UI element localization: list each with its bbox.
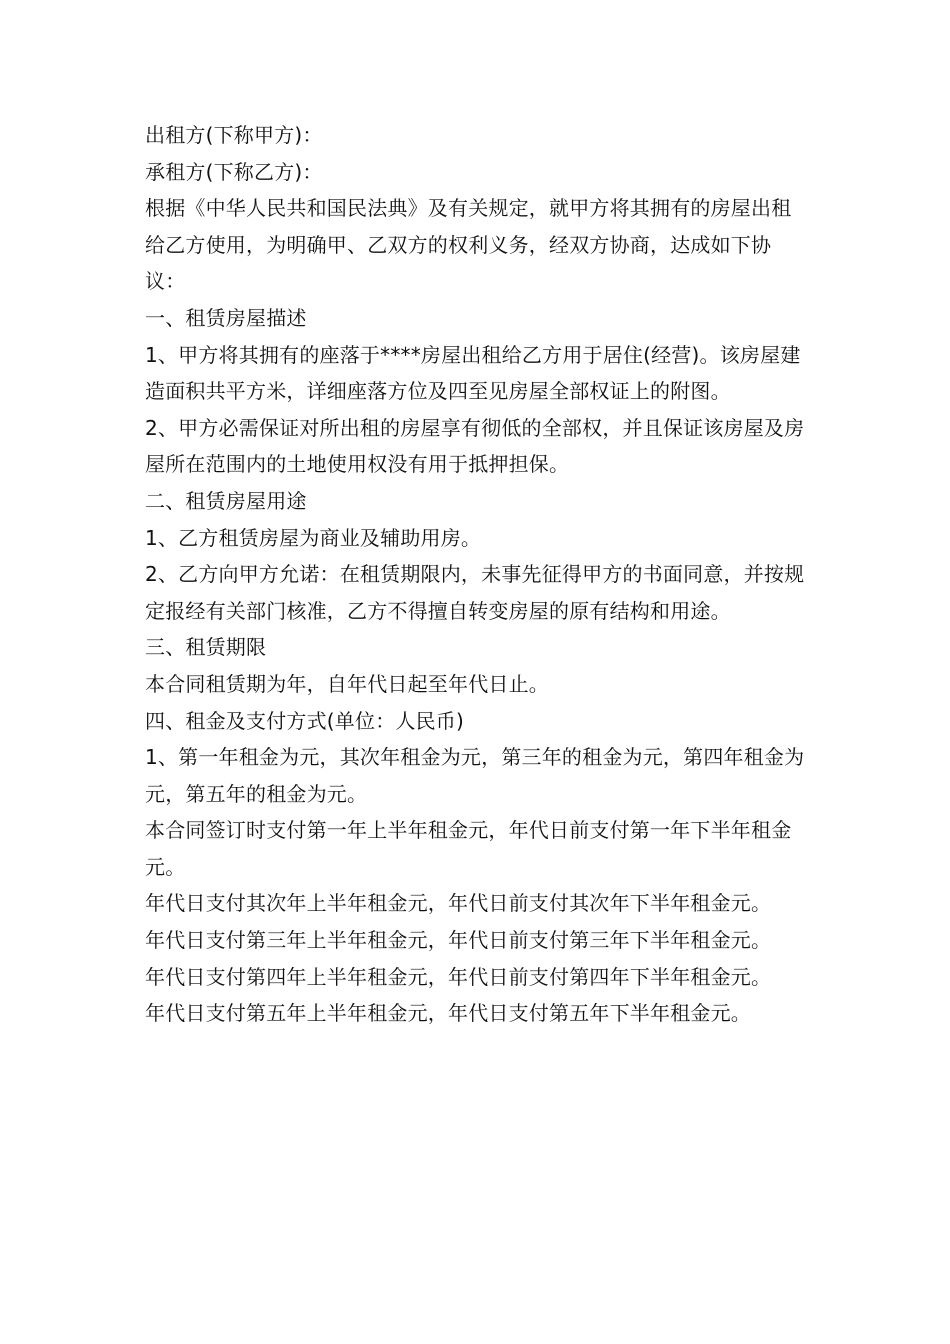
- section-heading-2: 二、租赁房屋用途: [145, 488, 307, 513]
- preamble-paragraph: 根据《中华人民共和国民法典》及有关规定，就甲方将其拥有的房屋出租给乙方使用，为明确甲、乙双方的权利义务，经双方协商，达成如下协议：: [145, 196, 792, 294]
- clause-2-2: 2、乙方向甲方允诺：在租赁期限内，未事先征得甲方的书面同意，并按规定报经有关部门核准，乙方不得擅自转变房屋的原有结构和用途。: [145, 562, 805, 623]
- section-heading-3: 三、租赁期限: [145, 635, 267, 660]
- clause-2-1: 1、乙方租赁房屋为商业及辅助用房。: [145, 525, 482, 550]
- payment-line-3: 年代日支付第三年上半年租金元，年代日前支付第三年下半年租金元。: [145, 928, 772, 953]
- clause-1-1: 1、甲方将其拥有的座落于****房屋出租给乙方用于居住(经营)。该房屋建造面积共平方米，详细座落方位及四至见房屋全部权证上的附图。: [145, 342, 801, 404]
- payment-line-2: 年代日支付其次年上半年租金元，年代日前支付其次年下半年租金元。: [145, 891, 772, 916]
- document-body: [145, 117, 810, 1032]
- payment-line-5: 年代日支付第五年上半年租金元，年代日支付第五年下半年租金元。: [145, 1001, 751, 1026]
- clause-3-1: 本合同租赁期为年，自年代日起至年代日止。: [145, 671, 549, 696]
- lessor-line: 出租方(下称甲方)：: [145, 123, 323, 147]
- clause-1-2: 2、甲方必需保证对所出租的房屋享有彻低的全部权，并且保证该房屋及房屋所在范围内的土地使用权没有用于抵押担保。: [145, 415, 805, 477]
- payment-line-1: 本合同签订时支付第一年上半年租金元，年代日前支付第一年下半年租金元。: [145, 818, 792, 879]
- section-heading-1: 一、租赁房屋描述: [145, 305, 307, 330]
- payment-line-4: 年代日支付第四年上半年租金元，年代日前支付第四年下半年租金元。: [145, 964, 772, 989]
- lessee-line: 承租方(下称乙方)：: [145, 159, 323, 184]
- clause-4-1: 1、第一年租金为元，其次年租金为元，第三年的租金为元，第四年租金为元，第五年的租金为元。: [145, 745, 805, 806]
- section-heading-4: 四、租金及支付方式(单位：人民币): [145, 708, 465, 733]
